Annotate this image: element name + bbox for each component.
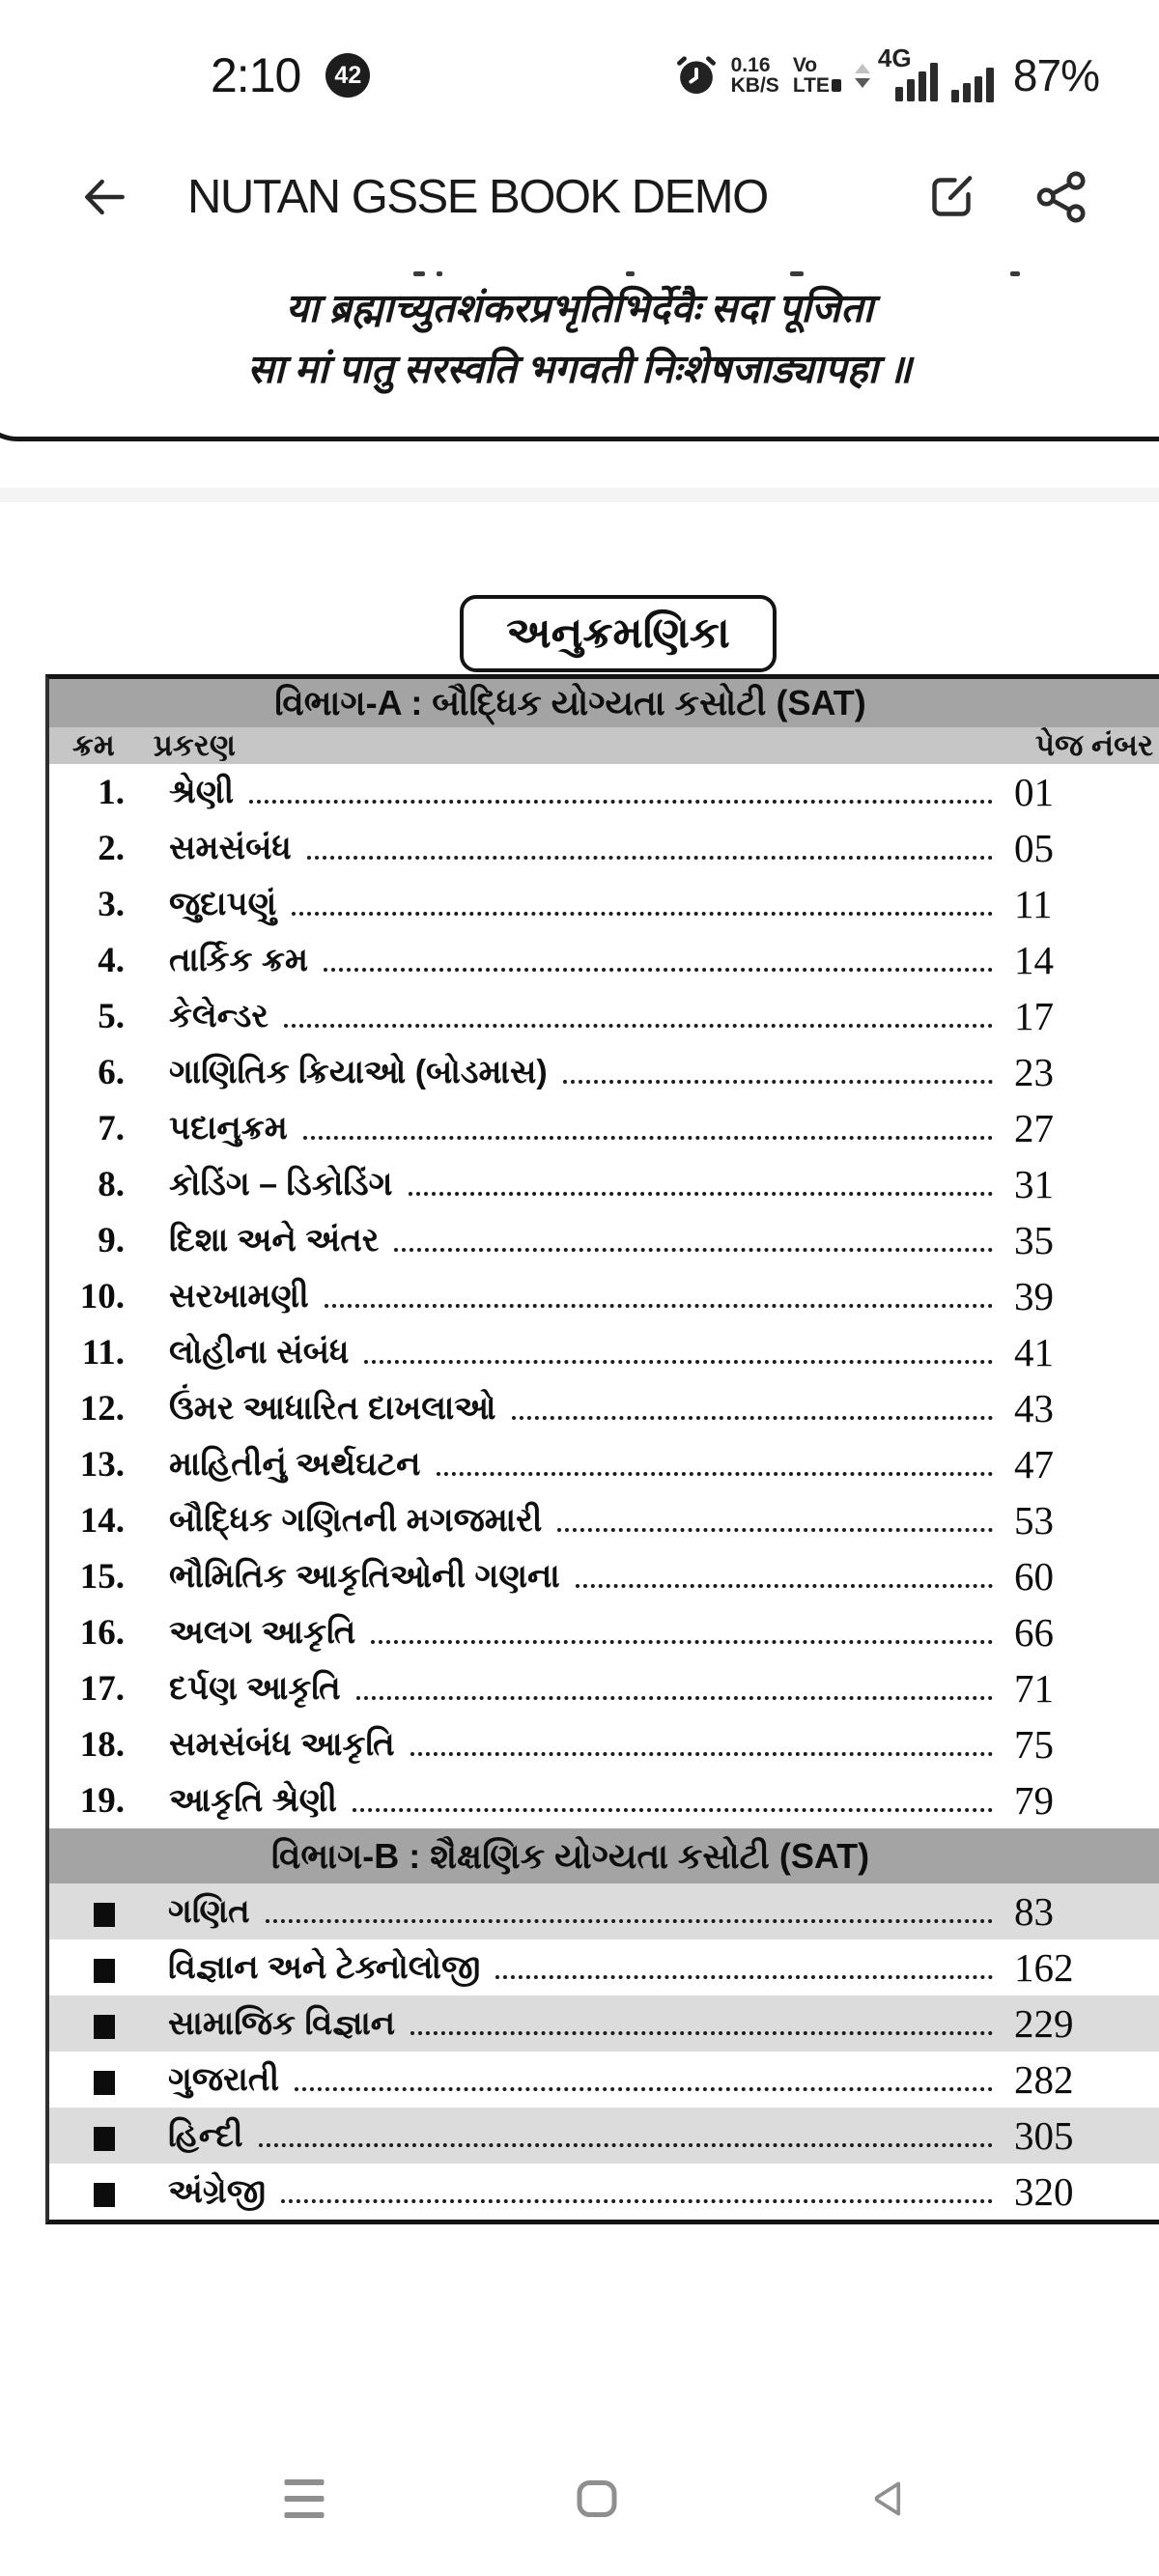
- chapter-title: ગણિત: [168, 1893, 250, 1930]
- page-separator: [0, 488, 1159, 502]
- edit-icon: [924, 170, 978, 224]
- dotted-leader: [410, 2031, 993, 2035]
- section-a-rows: [49, 764, 1159, 1828]
- toc-row: [49, 876, 1159, 932]
- volte-indicator: [793, 55, 841, 96]
- row-number: 10.: [79, 1277, 125, 1316]
- chapter-title: ગાણિતિક ક્રિયાઓ (બોડમાસ): [169, 1054, 548, 1090]
- dotted-leader: [512, 1416, 993, 1420]
- dotted-leader: [307, 856, 993, 860]
- page-number: 14: [1014, 938, 1054, 982]
- toc-row: [49, 1939, 1159, 1996]
- chapter-title: જુદાપણું: [169, 886, 277, 922]
- chapter-title: કેલેન્ડર: [169, 998, 269, 1034]
- page-number: 282: [1014, 2057, 1074, 2102]
- row-number: 16.: [79, 1613, 125, 1653]
- chapter-title: શ્રેણી: [169, 774, 235, 810]
- row-number: 8.: [98, 1165, 125, 1204]
- chapter-title: અલગ આકૃતિ: [169, 1614, 356, 1651]
- row-number: 2.: [98, 829, 125, 868]
- recents-button[interactable]: [285, 2479, 325, 2518]
- status-bar: [0, 37, 1159, 114]
- row-number: 5.: [98, 997, 125, 1036]
- dotted-leader: [356, 1696, 993, 1700]
- chapter-title: સમસંબંધ: [169, 830, 292, 866]
- row-number: 19.: [79, 1781, 125, 1821]
- row-number: 13.: [79, 1445, 125, 1485]
- chapter-title: સામાજિક વિજ્ઞાન: [168, 2005, 396, 2042]
- toc-row: [49, 1996, 1159, 2052]
- square-bullet-icon: [94, 1959, 115, 1983]
- index-title: અનુક્રમણિકા: [506, 609, 730, 657]
- share-button[interactable]: [1033, 169, 1089, 225]
- row-number: 3.: [98, 885, 125, 924]
- network-type-label: 4G: [877, 43, 912, 72]
- dotted-leader: [410, 1752, 993, 1756]
- toc-row: [49, 1436, 1159, 1492]
- toc-row: [49, 1156, 1159, 1212]
- network-speed-indicator: [731, 55, 779, 96]
- column-header-no: ક્રમ: [72, 727, 115, 762]
- dotted-leader: [281, 2199, 993, 2203]
- page-number: 39: [1014, 1274, 1054, 1318]
- notification-count-badge: 42: [325, 53, 370, 98]
- row-number: 18.: [79, 1725, 125, 1765]
- row-number: 11.: [81, 1333, 125, 1373]
- chapter-title: દિશા અને અંતર: [169, 1222, 380, 1259]
- page-number: 75: [1014, 1722, 1054, 1767]
- dotted-leader: [249, 800, 993, 804]
- toc-row: [49, 932, 1159, 988]
- toc-row: [49, 1716, 1159, 1772]
- chapter-title: ઉંમર આધારિત દાખલાઓ: [169, 1390, 496, 1427]
- chapter-title: ગુજરાતી: [168, 2061, 280, 2098]
- recents-icon: [285, 2479, 325, 2485]
- dotted-leader: [437, 1472, 993, 1476]
- dotted-leader: [563, 1080, 993, 1084]
- toc-row: [49, 820, 1159, 876]
- square-bullet-icon: [94, 1903, 115, 1927]
- dotted-leader: [371, 1640, 993, 1644]
- page-number: 79: [1014, 1778, 1054, 1823]
- dotted-leader: [353, 1808, 993, 1812]
- toc-row: [49, 2108, 1159, 2164]
- page-number: 71: [1014, 1666, 1054, 1711]
- toc-row: [49, 1772, 1159, 1828]
- page-number: 60: [1014, 1554, 1054, 1599]
- page-number: 05: [1014, 826, 1054, 870]
- chapter-title: તાર્કિક ક્રમ: [169, 942, 309, 978]
- chapter-title: દર્પણ આકૃતિ: [169, 1670, 341, 1707]
- row-number: 17.: [79, 1669, 125, 1709]
- square-bullet-icon: [94, 2127, 115, 2151]
- row-number: 15.: [79, 1557, 125, 1597]
- shloka-line-1: या ब्रह्माच्युतशंकरप्रभृतिभिर्देवैः सदा पूजिता: [285, 286, 874, 330]
- row-number: 7.: [98, 1109, 125, 1148]
- toc-row: [49, 1212, 1159, 1268]
- row-number: 1.: [98, 773, 125, 812]
- row-number: 12.: [79, 1389, 125, 1429]
- page-number: 66: [1014, 1610, 1054, 1655]
- toc-row: [49, 1100, 1159, 1156]
- row-number: 6.: [98, 1053, 125, 1092]
- home-button[interactable]: [578, 2480, 617, 2517]
- toc-row: [49, 764, 1159, 820]
- battery-percent-label: 87%: [1012, 50, 1099, 100]
- dotted-leader: [394, 1248, 993, 1252]
- page-number: 53: [1014, 1498, 1054, 1543]
- page-number: 35: [1014, 1218, 1054, 1262]
- dotted-leader: [259, 2143, 993, 2147]
- toc-row: [49, 2052, 1159, 2108]
- page-number: 229: [1014, 2001, 1074, 2046]
- page-number: 83: [1014, 1889, 1054, 1934]
- chapter-title: વિજ્ઞાન અને ટેક્નોલોજી: [168, 1949, 481, 1986]
- page-number: 320: [1014, 2169, 1074, 2214]
- dotted-leader: [495, 1975, 993, 1979]
- page-number: 17: [1014, 994, 1054, 1038]
- chapter-title: આકૃતિ શ્રેણી: [169, 1782, 338, 1819]
- back-triangle-icon: [869, 2477, 912, 2520]
- toc-column-header: [49, 727, 1159, 764]
- dotted-leader: [266, 1919, 993, 1923]
- toc-row: [49, 2164, 1159, 2220]
- chapter-title: સરખામણી: [169, 1278, 309, 1315]
- index-title-box: [460, 595, 777, 672]
- column-header-chapter: પ્રકરણ: [153, 727, 236, 762]
- chapter-title: કોડિંગ – ડિકોડિંગ: [169, 1166, 393, 1203]
- signal-bars-sim1-icon: [877, 43, 938, 103]
- hd-call-icon: [832, 79, 841, 92]
- toc-row: [49, 1548, 1159, 1604]
- page-number: 01: [1014, 770, 1054, 814]
- app-header: [0, 153, 1159, 241]
- dotted-leader: [325, 1304, 993, 1308]
- toc-table: [45, 674, 1159, 2224]
- dotted-leader: [292, 912, 993, 916]
- dotted-leader: [576, 1584, 993, 1588]
- volte-bottom-label: LTE: [792, 74, 830, 97]
- row-number: 9.: [98, 1221, 125, 1260]
- dotted-leader: [324, 968, 993, 972]
- dotted-leader: [409, 1192, 994, 1196]
- share-icon: [1033, 169, 1089, 225]
- square-bullet-icon: [94, 2183, 115, 2207]
- toc-row: [49, 1604, 1159, 1660]
- row-number: 14.: [79, 1501, 125, 1541]
- square-bullet-icon: [94, 2071, 115, 2095]
- network-speed-value: 0.16: [730, 54, 771, 76]
- row-number: 4.: [98, 941, 125, 980]
- page-number: 27: [1014, 1106, 1054, 1150]
- section-a-header: વિભાગ-A : બૌદ્ધિક યોગ્યતા કસોટી (SAT): [49, 679, 1159, 727]
- toc-row: [49, 1268, 1159, 1324]
- section-b-header: વિભાગ-B : શૈક્ષણિક યોગ્યતા કસોટી (SAT): [49, 1828, 1159, 1883]
- clock-label: 2:10: [211, 48, 301, 102]
- page-number: 11: [1014, 882, 1053, 926]
- chapter-title: બૌદ્ધિક ગણિતની મગજમારી: [169, 1502, 543, 1539]
- dotted-leader: [557, 1528, 993, 1532]
- chapter-title: માહિતીનું અર્થઘટન: [169, 1446, 421, 1483]
- page-number: 305: [1014, 2113, 1074, 2158]
- section-b-rows: [49, 1883, 1159, 2220]
- nav-back-button[interactable]: [869, 2477, 912, 2520]
- dotted-leader: [284, 1024, 993, 1028]
- chapter-title: ભૌમિતિક આકૃતિઓની ગણના: [169, 1558, 560, 1595]
- page-title: NUTAN GSSE BOOK DEMO: [187, 171, 768, 223]
- edit-button[interactable]: [923, 169, 979, 225]
- page-number: 31: [1014, 1162, 1054, 1206]
- android-nav-bar: [0, 2421, 1159, 2576]
- page-number: 162: [1014, 1945, 1074, 1990]
- toc-row: [49, 1044, 1159, 1100]
- back-arrow-icon: [77, 170, 131, 224]
- dotted-leader: [303, 1136, 993, 1140]
- column-header-page: પેજ નંબર: [1034, 727, 1153, 762]
- dotted-leader: [295, 2087, 993, 2091]
- page-number: 43: [1014, 1386, 1054, 1430]
- square-bullet-icon: [94, 2015, 115, 2039]
- chapter-title: લોહીના સંબંધ: [169, 1334, 350, 1371]
- toc-row: [49, 1380, 1159, 1436]
- page-number: 41: [1014, 1330, 1054, 1374]
- toc-row: [49, 988, 1159, 1044]
- chapter-title: સમસંબંધ આકૃતિ: [169, 1726, 395, 1763]
- chapter-title: અંગ્રેજી: [168, 2173, 267, 2210]
- toc-row: [49, 1883, 1159, 1939]
- shloka-line-2: सा मां पातु सरस्वति भगवती निःशेषजाड्यापहा ॥: [247, 347, 912, 391]
- toc-row: [49, 1492, 1159, 1548]
- sanskrit-shloka: [0, 278, 1159, 400]
- toc-row: [49, 1660, 1159, 1716]
- volte-top-label: Vo: [792, 54, 818, 76]
- page-number: 47: [1014, 1442, 1054, 1486]
- back-button[interactable]: [77, 170, 131, 224]
- dotted-leader: [364, 1360, 993, 1364]
- chapter-title: પદાનુક્રમ: [169, 1110, 288, 1146]
- signal-bars-sim2-icon: [951, 46, 994, 104]
- chapter-title: હિન્દી: [168, 2117, 243, 2154]
- data-activity-arrows-icon: [855, 64, 870, 88]
- network-speed-unit: KB/S: [730, 74, 779, 97]
- alarm-icon: [675, 54, 718, 97]
- page-number: 23: [1014, 1050, 1054, 1094]
- toc-row: [49, 1324, 1159, 1380]
